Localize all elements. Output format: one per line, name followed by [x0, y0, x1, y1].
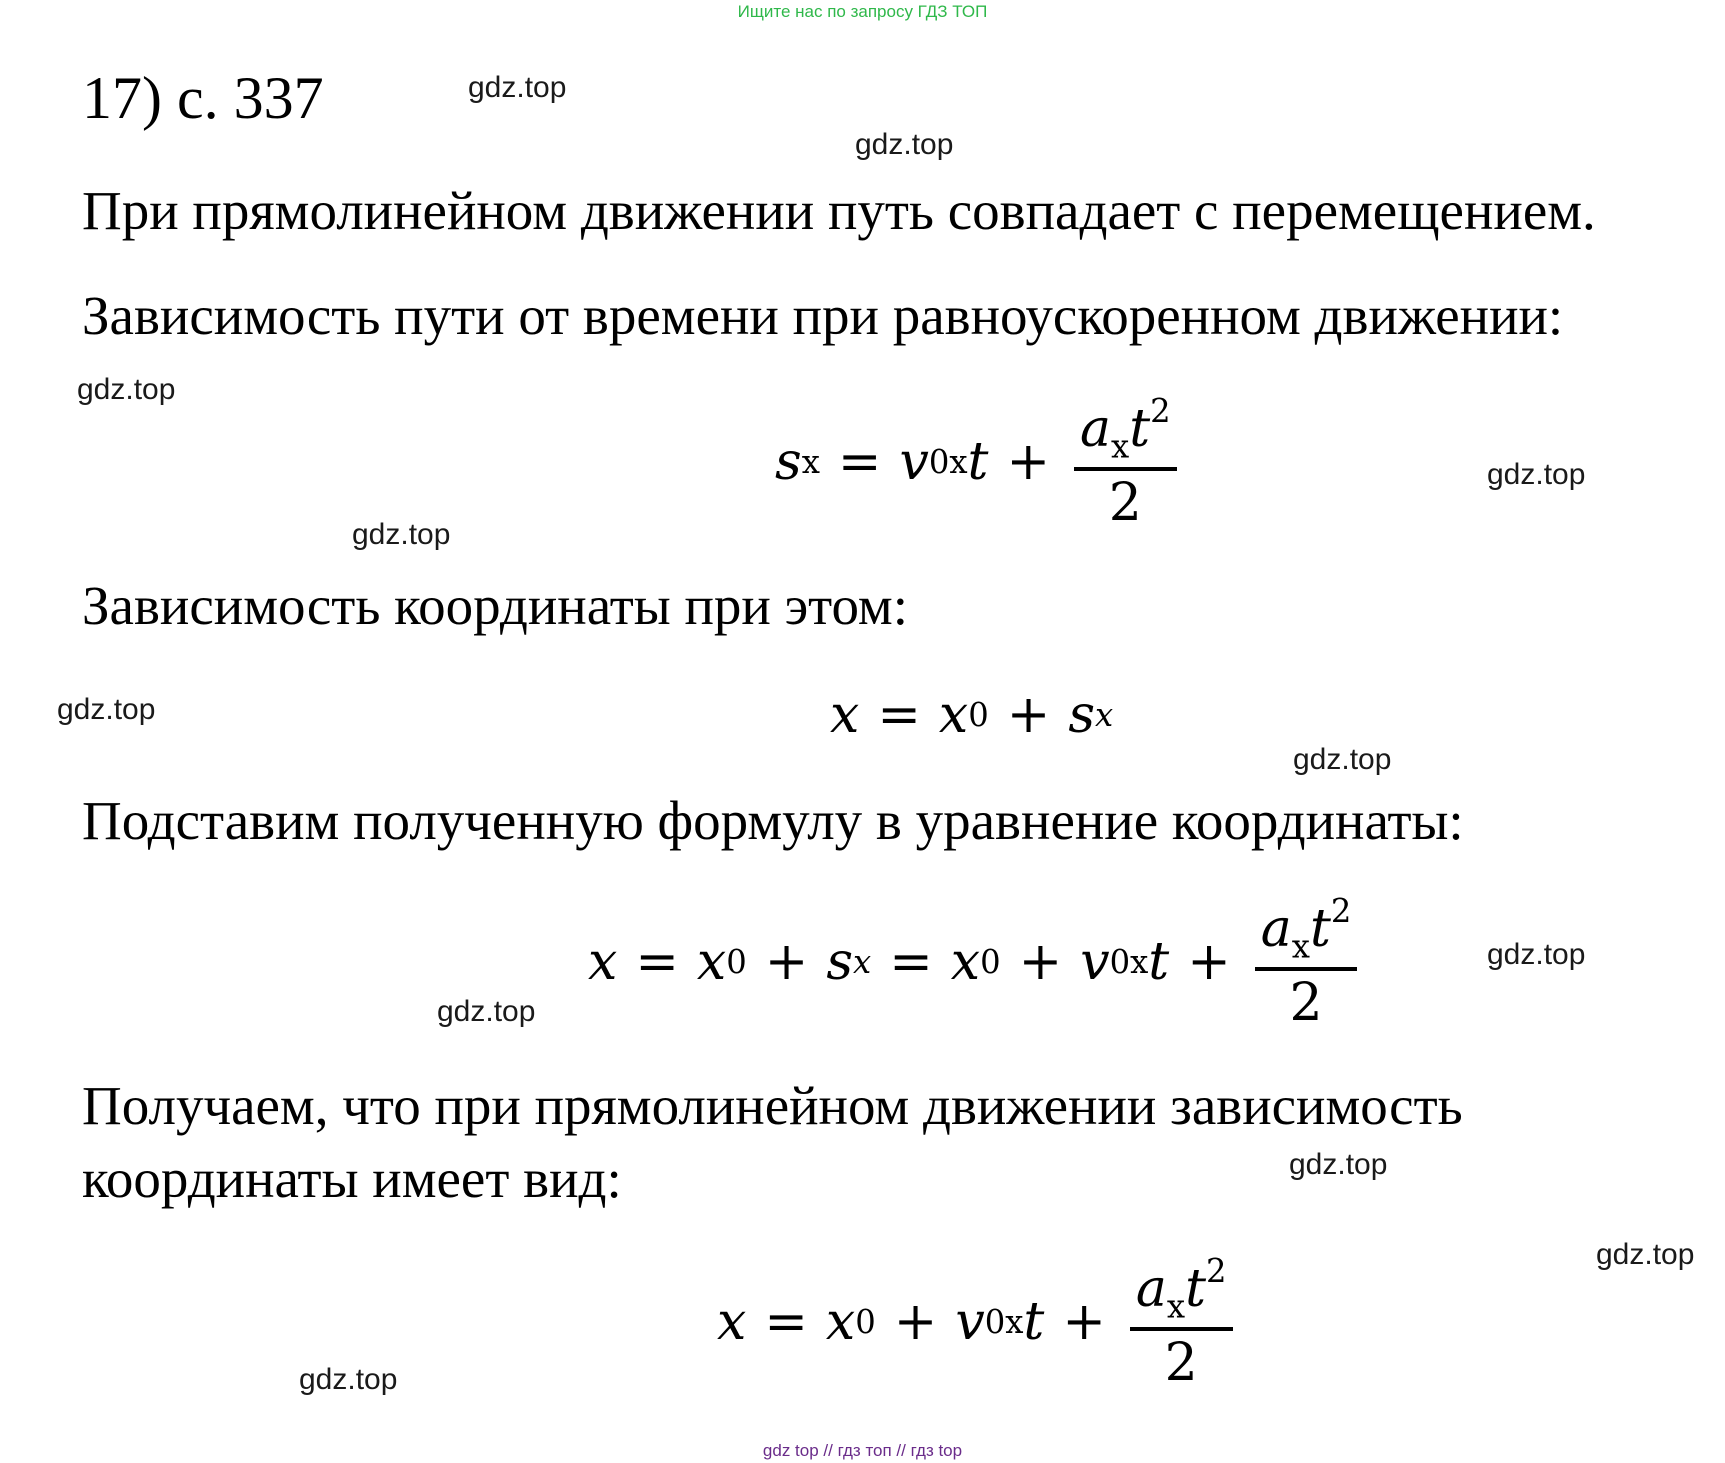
subscript-0: 0 — [968, 696, 989, 734]
equation-result — [717, 1252, 1233, 1393]
symbol-x: x — [938, 685, 969, 745]
symbol-v: v — [899, 431, 929, 492]
symbol-s: s — [775, 431, 802, 492]
fraction-numerator: $a_xt^2$ — [1130, 1255, 1233, 1331]
paragraph-6: координаты имеет вид: — [82, 1148, 622, 1209]
watermark: gdz.top — [1596, 1238, 1695, 1271]
watermark: gdz.top — [1487, 458, 1586, 491]
paragraph-3: Зависимость координаты при этом: — [82, 575, 909, 636]
subscript-0: 0 — [980, 942, 1001, 981]
fraction-denominator: 2 — [1108, 472, 1142, 533]
watermark: gdz.top — [437, 995, 536, 1028]
watermark: gdz.top — [57, 693, 156, 726]
equals-sign: = — [889, 931, 933, 992]
equals-sign: = — [764, 1291, 808, 1352]
equals-sign: = — [635, 931, 679, 992]
subscript-0: 0 — [855, 1302, 876, 1341]
equation-path — [775, 392, 1177, 533]
symbol-x: x — [717, 1291, 747, 1352]
symbol-v: v — [955, 1291, 985, 1352]
watermark: gdz.top — [1487, 938, 1586, 971]
watermark: gdz.top — [1293, 743, 1392, 776]
equation-substitution — [588, 892, 1357, 1033]
plus-sign: + — [1006, 685, 1051, 745]
symbol-x: x — [950, 931, 981, 992]
subscript-0x: 0x — [928, 442, 968, 481]
symbol-x: x — [825, 1291, 856, 1352]
equals-sign: = — [837, 431, 882, 492]
fraction — [1074, 392, 1177, 533]
fraction-numerator: $a_xt^2$ — [1255, 895, 1358, 971]
symbol-x: x — [588, 931, 618, 992]
paragraph-2: Зависимость пути от времени при равноускоренном движении: — [82, 285, 1564, 346]
fraction — [1130, 1252, 1233, 1393]
equation-coordinate — [830, 685, 1113, 745]
symbol-t: t — [967, 431, 989, 492]
symbol-s: s — [1068, 685, 1096, 745]
watermark: gdz.top — [1289, 1148, 1388, 1181]
plus-sign: + — [764, 931, 809, 992]
footer-links[interactable]: gdz top // гдз топ // гдз top — [762, 1441, 963, 1460]
watermark: gdz.top — [299, 1363, 398, 1396]
watermark: gdz.top — [352, 518, 451, 551]
plus-sign: + — [1187, 931, 1231, 992]
symbol-s: s — [826, 931, 854, 992]
fraction-denominator: 2 — [1289, 972, 1323, 1033]
watermark: gdz.top — [468, 71, 567, 104]
plus-sign: + — [1018, 931, 1063, 992]
symbol-x: x — [830, 685, 860, 745]
symbol-t: t — [1148, 931, 1170, 992]
fraction-numerator: $a_xt^2$ — [1074, 395, 1177, 471]
fraction-denominator: 2 — [1164, 1332, 1198, 1393]
symbol-x: x — [696, 931, 727, 992]
equals-sign: = — [877, 685, 921, 745]
problem-title: 17) с. 337 — [82, 65, 324, 131]
plus-sign: + — [1062, 1291, 1106, 1352]
symbol-v: v — [1080, 931, 1110, 992]
plus-sign: + — [1006, 431, 1051, 492]
subscript-x: x — [1095, 696, 1114, 734]
subscript-0: 0 — [726, 942, 747, 981]
subscript-x: x — [801, 442, 820, 481]
symbol-t: t — [1023, 1291, 1045, 1352]
paragraph-1: При прямолинейном движении путь совпадает с перемещением. — [82, 180, 1596, 241]
subscript-x: x — [853, 942, 872, 981]
fraction — [1255, 892, 1358, 1033]
paragraph-4: Подставим полученную формулу в уравнение координаты: — [82, 790, 1464, 851]
paragraph-5: Получаем, что при прямолинейном движении зависимость — [82, 1075, 1463, 1136]
search-banner[interactable]: Ищите нас по запросу ГДЗ ТОП — [737, 2, 988, 21]
subscript-0x: 0x — [1109, 942, 1149, 981]
plus-sign: + — [893, 1291, 938, 1352]
watermark: gdz.top — [77, 373, 176, 406]
watermark: gdz.top — [855, 128, 954, 161]
subscript-0x: 0x — [984, 1302, 1024, 1341]
